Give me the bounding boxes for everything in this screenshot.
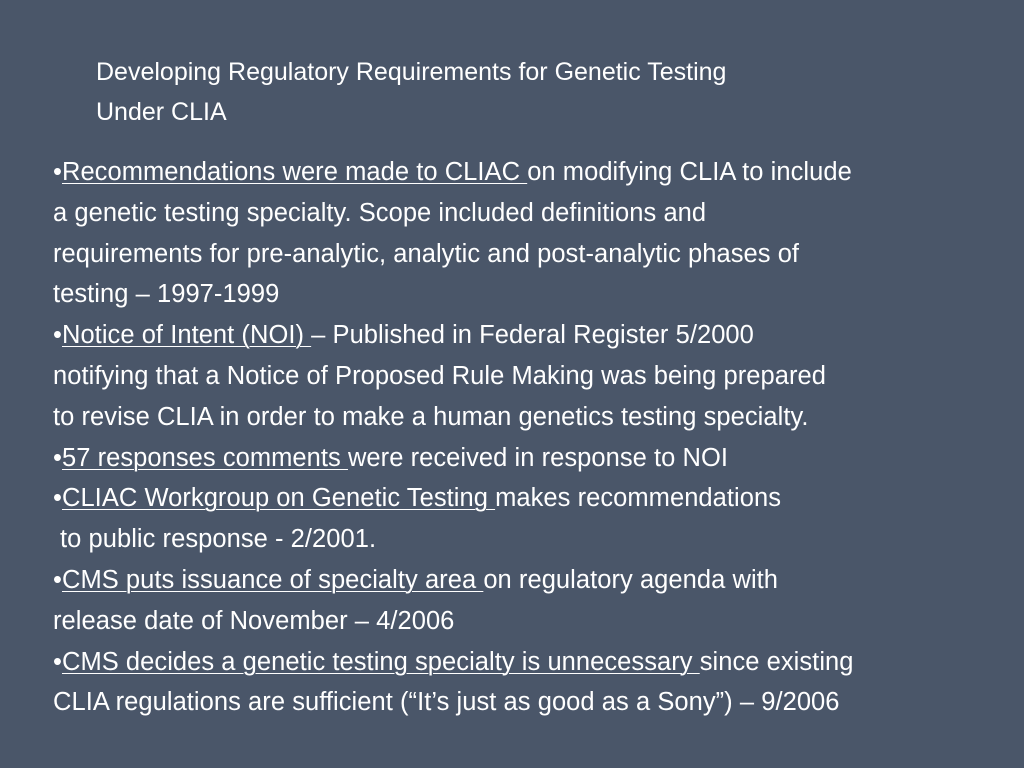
bullet-text-line: release date of November – 4/2006 (53, 606, 455, 635)
bullet-item-4 (53, 478, 1018, 519)
bullet-link-cliac-workgroup[interactable]: CLIAC Workgroup on Genetic Testing (61, 484, 496, 513)
slide-title (96, 52, 936, 132)
bullet-item-3 (53, 438, 1018, 479)
bullet-text: makes recommendations (495, 484, 782, 513)
bullet-text-line: a genetic testing specialty. Scope included definitions and (53, 198, 707, 227)
bullet-text-line: to revise CLIA in order to make a human genetics testing specialty. (53, 402, 809, 431)
bullet-text-line: testing – 1997-1999 (53, 280, 280, 309)
bullet-link-cms-issuance[interactable]: CMS puts issuance of specialty area (61, 565, 484, 594)
bullet-item-1 (53, 152, 1018, 193)
bullet-link-57-responses[interactable]: 57 responses comments (61, 443, 348, 472)
bullet-text: on regulatory agenda with (483, 565, 779, 594)
bullet-text: – Published in Federal Register 5/2000 (311, 321, 754, 350)
bullet-marker: • (53, 158, 62, 186)
bullet-link-cms-decides[interactable]: CMS decides a genetic testing specialty is unnecessary (61, 647, 700, 676)
bullet-text-line: notifying that a Notice of Proposed Rule Making was being prepared (53, 361, 827, 390)
bullet-item-2 (53, 315, 1018, 356)
bullet-link-notice-of-intent[interactable]: Notice of Intent (NOI) (61, 321, 312, 350)
bullet-text: on modifying CLIA to include (527, 158, 852, 186)
bullet-text-line: to public response - 2/2001. (60, 525, 377, 554)
bullet-text-line: requirements for pre-analytic, analytic and post-analytic phases of (53, 239, 800, 268)
bullet-marker: • (53, 647, 62, 676)
bullet-marker: • (53, 321, 62, 350)
bullet-item-6 (53, 642, 1018, 683)
bullet-link-cliac-recommendations[interactable]: Recommendations were made to CLIAC (61, 158, 528, 186)
bullet-item-5 (53, 560, 1018, 601)
bullet-list (53, 152, 1018, 723)
bullet-marker: • (53, 443, 62, 472)
bullet-marker: • (53, 565, 62, 594)
slide-title-line-2: Under CLIA (96, 98, 227, 126)
slide-title-line-1: Developing Regulatory Requirements for Genetic Testing (96, 58, 727, 86)
bullet-text: since existing (699, 647, 854, 676)
bullet-text-line: CLIA regulations are sufficient (“It’s just as good as a Sony”) – 9/2006 (53, 688, 840, 717)
bullet-text: were received in response to NOI (347, 443, 728, 472)
bullet-marker: • (53, 484, 62, 513)
